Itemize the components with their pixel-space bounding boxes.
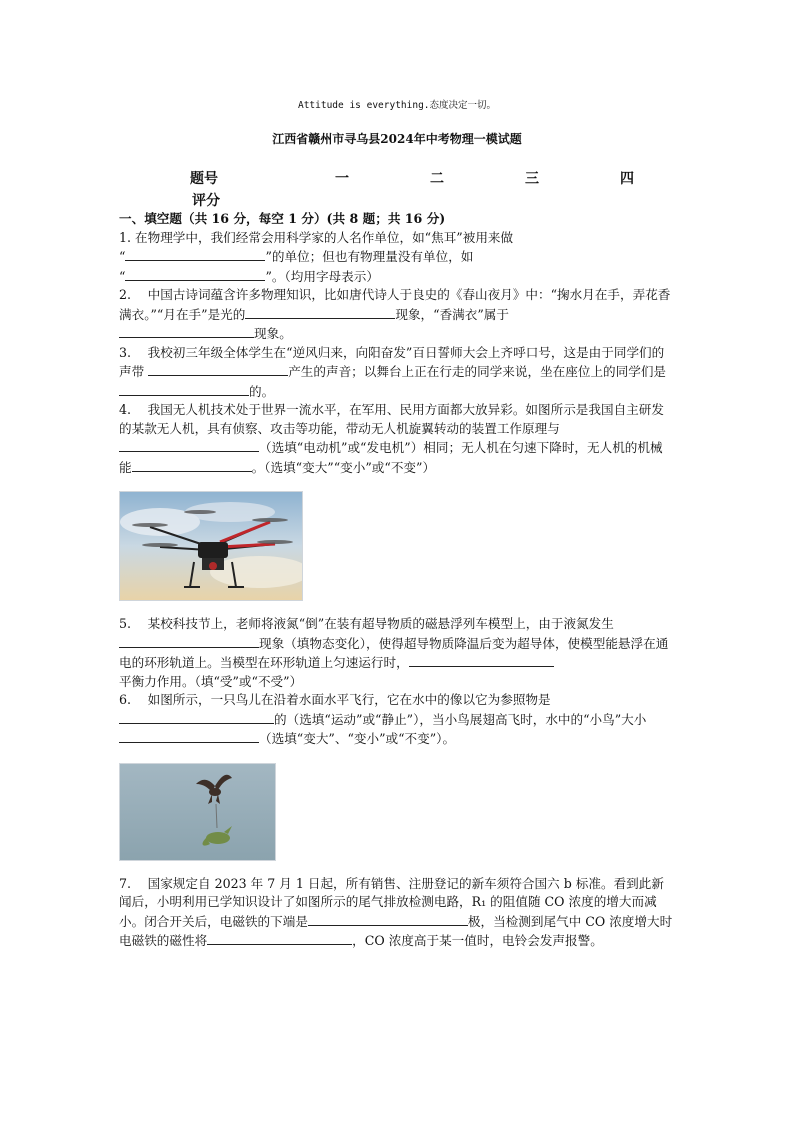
drone-icon — [120, 492, 302, 600]
header-motto: Attitude is everything.态度决定一切。 — [297, 100, 497, 111]
score-cell-label: 题号 — [190, 171, 218, 187]
bird-icon — [120, 764, 275, 860]
score-cell-2: 二 — [430, 171, 444, 187]
answer-blank[interactable] — [308, 912, 468, 926]
exam-title: 江西省赣州市寻乌县2024年中考物理一模试题 — [272, 132, 522, 146]
answer-blank[interactable] — [119, 710, 274, 724]
question-7: 7. 国家规定自 2023 年 7 月 1 日起，所有销售、注册登记的新车须符合国六 b 标准。看到此新闻后，小明利用已学知识设计了如图所示的尾气排放检测电路，R₁ 的阻值随 CO 浓度的增大而减小。闭合开关后，电磁铁的下端是 极，当检测到尾气中 CO 浓度增大时电磁铁的磁性将 ，CO 浓度高于某一值时，电铃会发声报警。 — [119, 875, 673, 948]
questions-area — [119, 210, 675, 951]
score-table — [190, 168, 660, 212]
question-2: 2. 中国古诗词蕴含许多物理知识，比如唐代诗人于良史的《春山夜月》中：“掬水月在手，弄花香满衣。”“月在手”是光的 现象，“香满衣”属于 现象。 — [119, 287, 671, 341]
section-heading: 一、填空题（共 16 分，每空 1 分）(共 8 题；共 16 分) — [119, 211, 446, 226]
answer-blank[interactable] — [119, 382, 249, 396]
question-1: 1. 在物理学中，我们经常会用科学家的人名作单位，如“焦耳”被用来做 “ ”的单位；但也有物理量没有单位，如 “ ”。（均用字母表示） — [119, 229, 514, 284]
bird-figure — [119, 763, 276, 861]
answer-blank[interactable] — [245, 305, 395, 319]
score-row-label: 评分 — [192, 193, 220, 209]
answer-blank[interactable] — [148, 362, 288, 376]
answer-blank[interactable] — [119, 324, 254, 338]
score-cell-3: 三 — [525, 171, 539, 187]
score-table-score-row — [190, 190, 660, 212]
score-table-header-row — [190, 168, 660, 190]
answer-blank[interactable] — [125, 267, 265, 281]
question-4: 4. 我国无人机技术处于世界一流水平，在军用、民用方面都大放异彩。如图所示是我国自主研发的某款无人机，具有侦察、攻击等功能，带动无人机旋翼转动的装置工作原理与 （选填“电动机”或“发电机”）相同；无人机在匀速下降时，无人机的机械能 。（选填“变大”“变小”或“不变”） — [119, 402, 664, 475]
answer-blank[interactable] — [119, 438, 259, 452]
answer-blank[interactable] — [125, 247, 265, 261]
score-cell-1: 一 — [335, 171, 349, 187]
answer-blank[interactable] — [132, 458, 252, 472]
answer-blank[interactable] — [207, 931, 352, 945]
answer-blank[interactable] — [119, 634, 259, 648]
question-6: 6. 如图所示，一只鸟儿在沿着水面水平飞行，它在水中的像以它为参照物是 的（选填“运动”或“静止”），当小鸟展翅高飞时，水中的“小鸟”大小 （选填“变大”、“变小”或“不变”）。 — [119, 692, 647, 746]
answer-blank[interactable] — [119, 729, 259, 743]
question-3: 3. 我校初三年级全体学生在“逆风归来，向阳奋发”百日誓师大会上齐呼口号，这是由于同学们的声带 产生的声音；以舞台上正在行走的同学来说，坐在座位上的同学们是 的。 — [119, 344, 667, 399]
drone-figure — [119, 491, 303, 601]
score-cell-4: 四 — [620, 171, 634, 187]
question-5: 5. 某校科技节上，老师将液氮“倒”在装有超导物质的磁悬浮列车模型上，由于液氮发生 现象（填物态变化），使得超导物质降温后变为超导体，使模型能悬浮在通电的环形轨道上。当模型在环形轨道上匀速运行时， 平衡力作用。（填“受”或“不受”） — [119, 616, 669, 689]
answer-blank[interactable] — [409, 653, 554, 667]
